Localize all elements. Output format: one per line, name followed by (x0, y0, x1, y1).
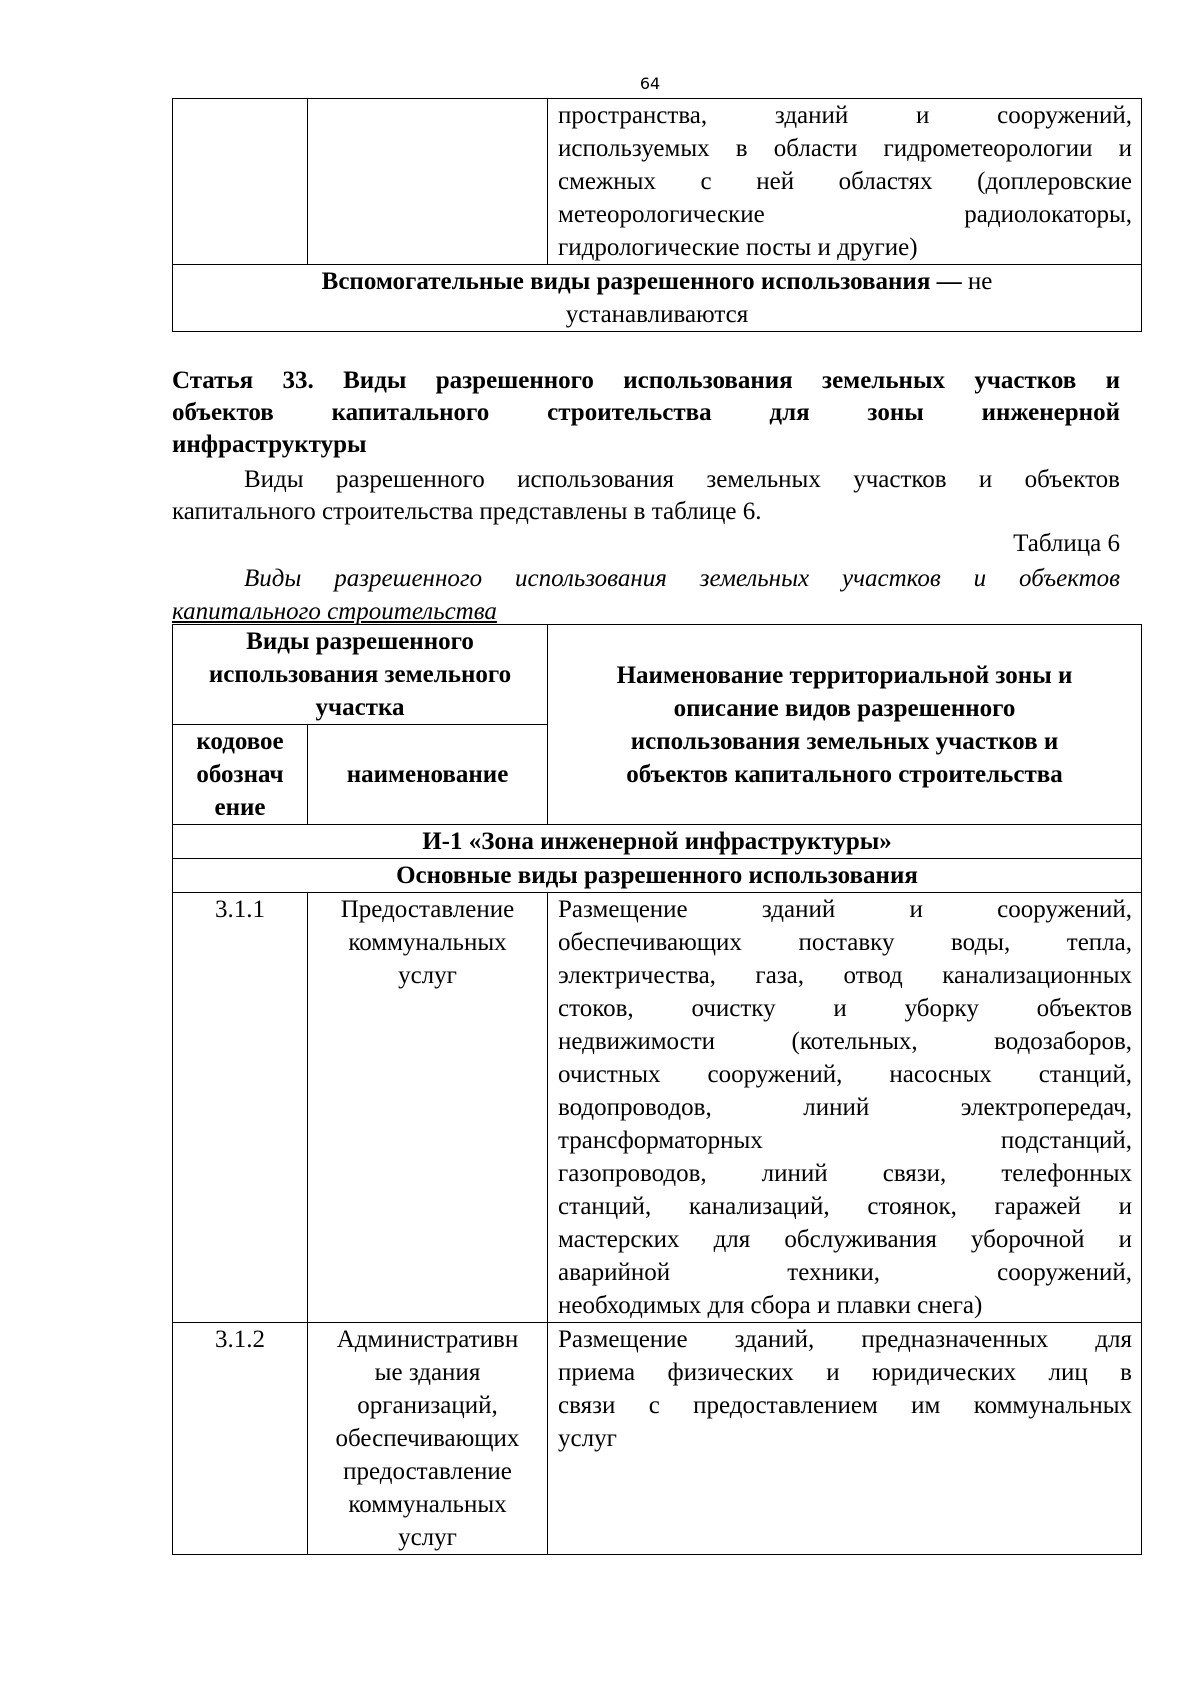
desc-line: используемых в области гидрометеорологии и (558, 135, 1132, 162)
row-name-line: услуг (398, 1524, 457, 1551)
desc-line: смежных с ней областях (доплеровские (558, 168, 1132, 195)
desc-line: аварийной техники, сооружений, (558, 1259, 1132, 1286)
header-desc-cell (548, 625, 1142, 825)
desc-line: гидрологические посты и другие) (558, 234, 918, 261)
continuation-row (173, 99, 1142, 265)
auxiliary-types-normal: не (961, 268, 993, 295)
row-name-line: услуг (398, 962, 457, 989)
row-name-line: организаций, (357, 1392, 498, 1419)
zone-title: И-1 «Зона инженерной инфраструктуры» (173, 825, 1142, 859)
caption-line: Виды разрешенного использования земельных участков и объектов (244, 565, 1120, 592)
row-name (308, 893, 548, 1323)
header-desc-line: использования земельных участков и (630, 727, 1059, 755)
desc-line: связи с предоставлением им коммунальных (558, 1392, 1132, 1419)
row-name-line: коммунальных (348, 929, 507, 956)
header-desc-line: описание видов разрешенного (673, 694, 1016, 722)
header-row (173, 625, 1142, 725)
desc-line: обеспечивающих поставку воды, тепла, (558, 929, 1132, 956)
article-title-line: объектов капитального строительства для зоны инженерной (172, 399, 1120, 426)
row-code: 3.1.1 (173, 893, 308, 1323)
header-group-cell (173, 625, 548, 725)
continuation-code-cell (173, 99, 308, 265)
row-description (548, 1323, 1142, 1555)
desc-line: недвижимости (котельных, водозаборов, (558, 1028, 1132, 1055)
main-types-title: Основные виды разрешенного использования (173, 859, 1142, 893)
continuation-name-cell (308, 99, 548, 265)
auxiliary-types-bold: Вспомогательные виды разрешенного использования — (321, 268, 962, 295)
desc-line: Размещение зданий и сооружений, (558, 896, 1132, 923)
row-name-line: предоставление (343, 1458, 512, 1485)
desc-line: трансформаторных подстанций, (558, 1127, 1132, 1154)
desc-line: станций, канализаций, стоянок, гаражей и (558, 1193, 1132, 1220)
article-text (172, 464, 1120, 528)
desc-line: метеорологические радиолокаторы, (558, 201, 1132, 228)
caption-line: капитального строительства (172, 598, 497, 625)
article-title-line: инфраструктуры (172, 431, 367, 458)
row-name (308, 1323, 548, 1555)
desc-line: водопроводов, линий электропередач, (558, 1094, 1132, 1121)
row-name-line: ые здания (374, 1359, 481, 1386)
header-desc-line: Наименование территориальной зоны и (616, 661, 1073, 689)
land-use-table (172, 624, 1142, 1555)
article-title-line: Статья 33. Виды разрешенного использования земельных участков и (172, 367, 1120, 394)
row-description (548, 893, 1142, 1323)
row-name-line: обеспечивающих (335, 1425, 520, 1452)
continuation-table (172, 98, 1142, 332)
continuation-desc-cell (548, 99, 1142, 265)
table-label: Таблица 6 (1013, 530, 1120, 557)
article-title (172, 365, 1120, 461)
desc-line: электричества, газа, отвод канализационных (558, 962, 1132, 989)
desc-line: Размещение зданий, предназначенных для (558, 1326, 1132, 1353)
desc-line: мастерских для обслуживания уборочной и (558, 1226, 1132, 1253)
header-code-line: кодовое (196, 728, 284, 755)
zone-title-row (173, 825, 1142, 859)
page-number: 64 (639, 74, 661, 93)
header-name-cell: наименование (308, 725, 548, 825)
main-types-row (173, 859, 1142, 893)
desc-line: пространства, зданий и сооружений, (558, 102, 1132, 129)
header-code-cell (173, 725, 308, 825)
desc-line: газопроводов, линий связи, телефонных (558, 1160, 1132, 1187)
table-caption (172, 562, 1120, 628)
table-row (173, 893, 1142, 1323)
auxiliary-types-cell (173, 265, 1142, 332)
article-text-line: капитального строительства представлены в таблице 6. (172, 498, 762, 525)
desc-line: услуг (558, 1425, 617, 1452)
row-name-line: коммунальных (348, 1491, 507, 1518)
header-desc-line: объектов капитального строительства (626, 760, 1063, 788)
header-code-line: ение (214, 794, 266, 821)
header-group-line: Виды разрешенного (246, 628, 474, 655)
desc-line: очистных сооружений, насосных станций, (558, 1061, 1132, 1088)
header-group-line: участка (315, 694, 405, 721)
article-text-line: Виды разрешенного использования земельных участков и объектов (244, 466, 1120, 493)
desc-line: приема физических и юридических лиц в (558, 1359, 1132, 1386)
auxiliary-types-line2: устанавливаются (565, 301, 749, 328)
desc-line: стоков, очистку и уборку объектов (558, 995, 1132, 1022)
header-group-line: использования земельного (208, 661, 512, 688)
row-name-line: Предоставление (340, 896, 515, 923)
desc-line: необходимых для сбора и плавки снега) (558, 1292, 983, 1319)
table-row (173, 1323, 1142, 1555)
header-code-line: обознач (196, 761, 284, 788)
row-code: 3.1.2 (173, 1323, 308, 1555)
auxiliary-types-row (173, 265, 1142, 332)
row-name-line: Административн (336, 1326, 519, 1353)
